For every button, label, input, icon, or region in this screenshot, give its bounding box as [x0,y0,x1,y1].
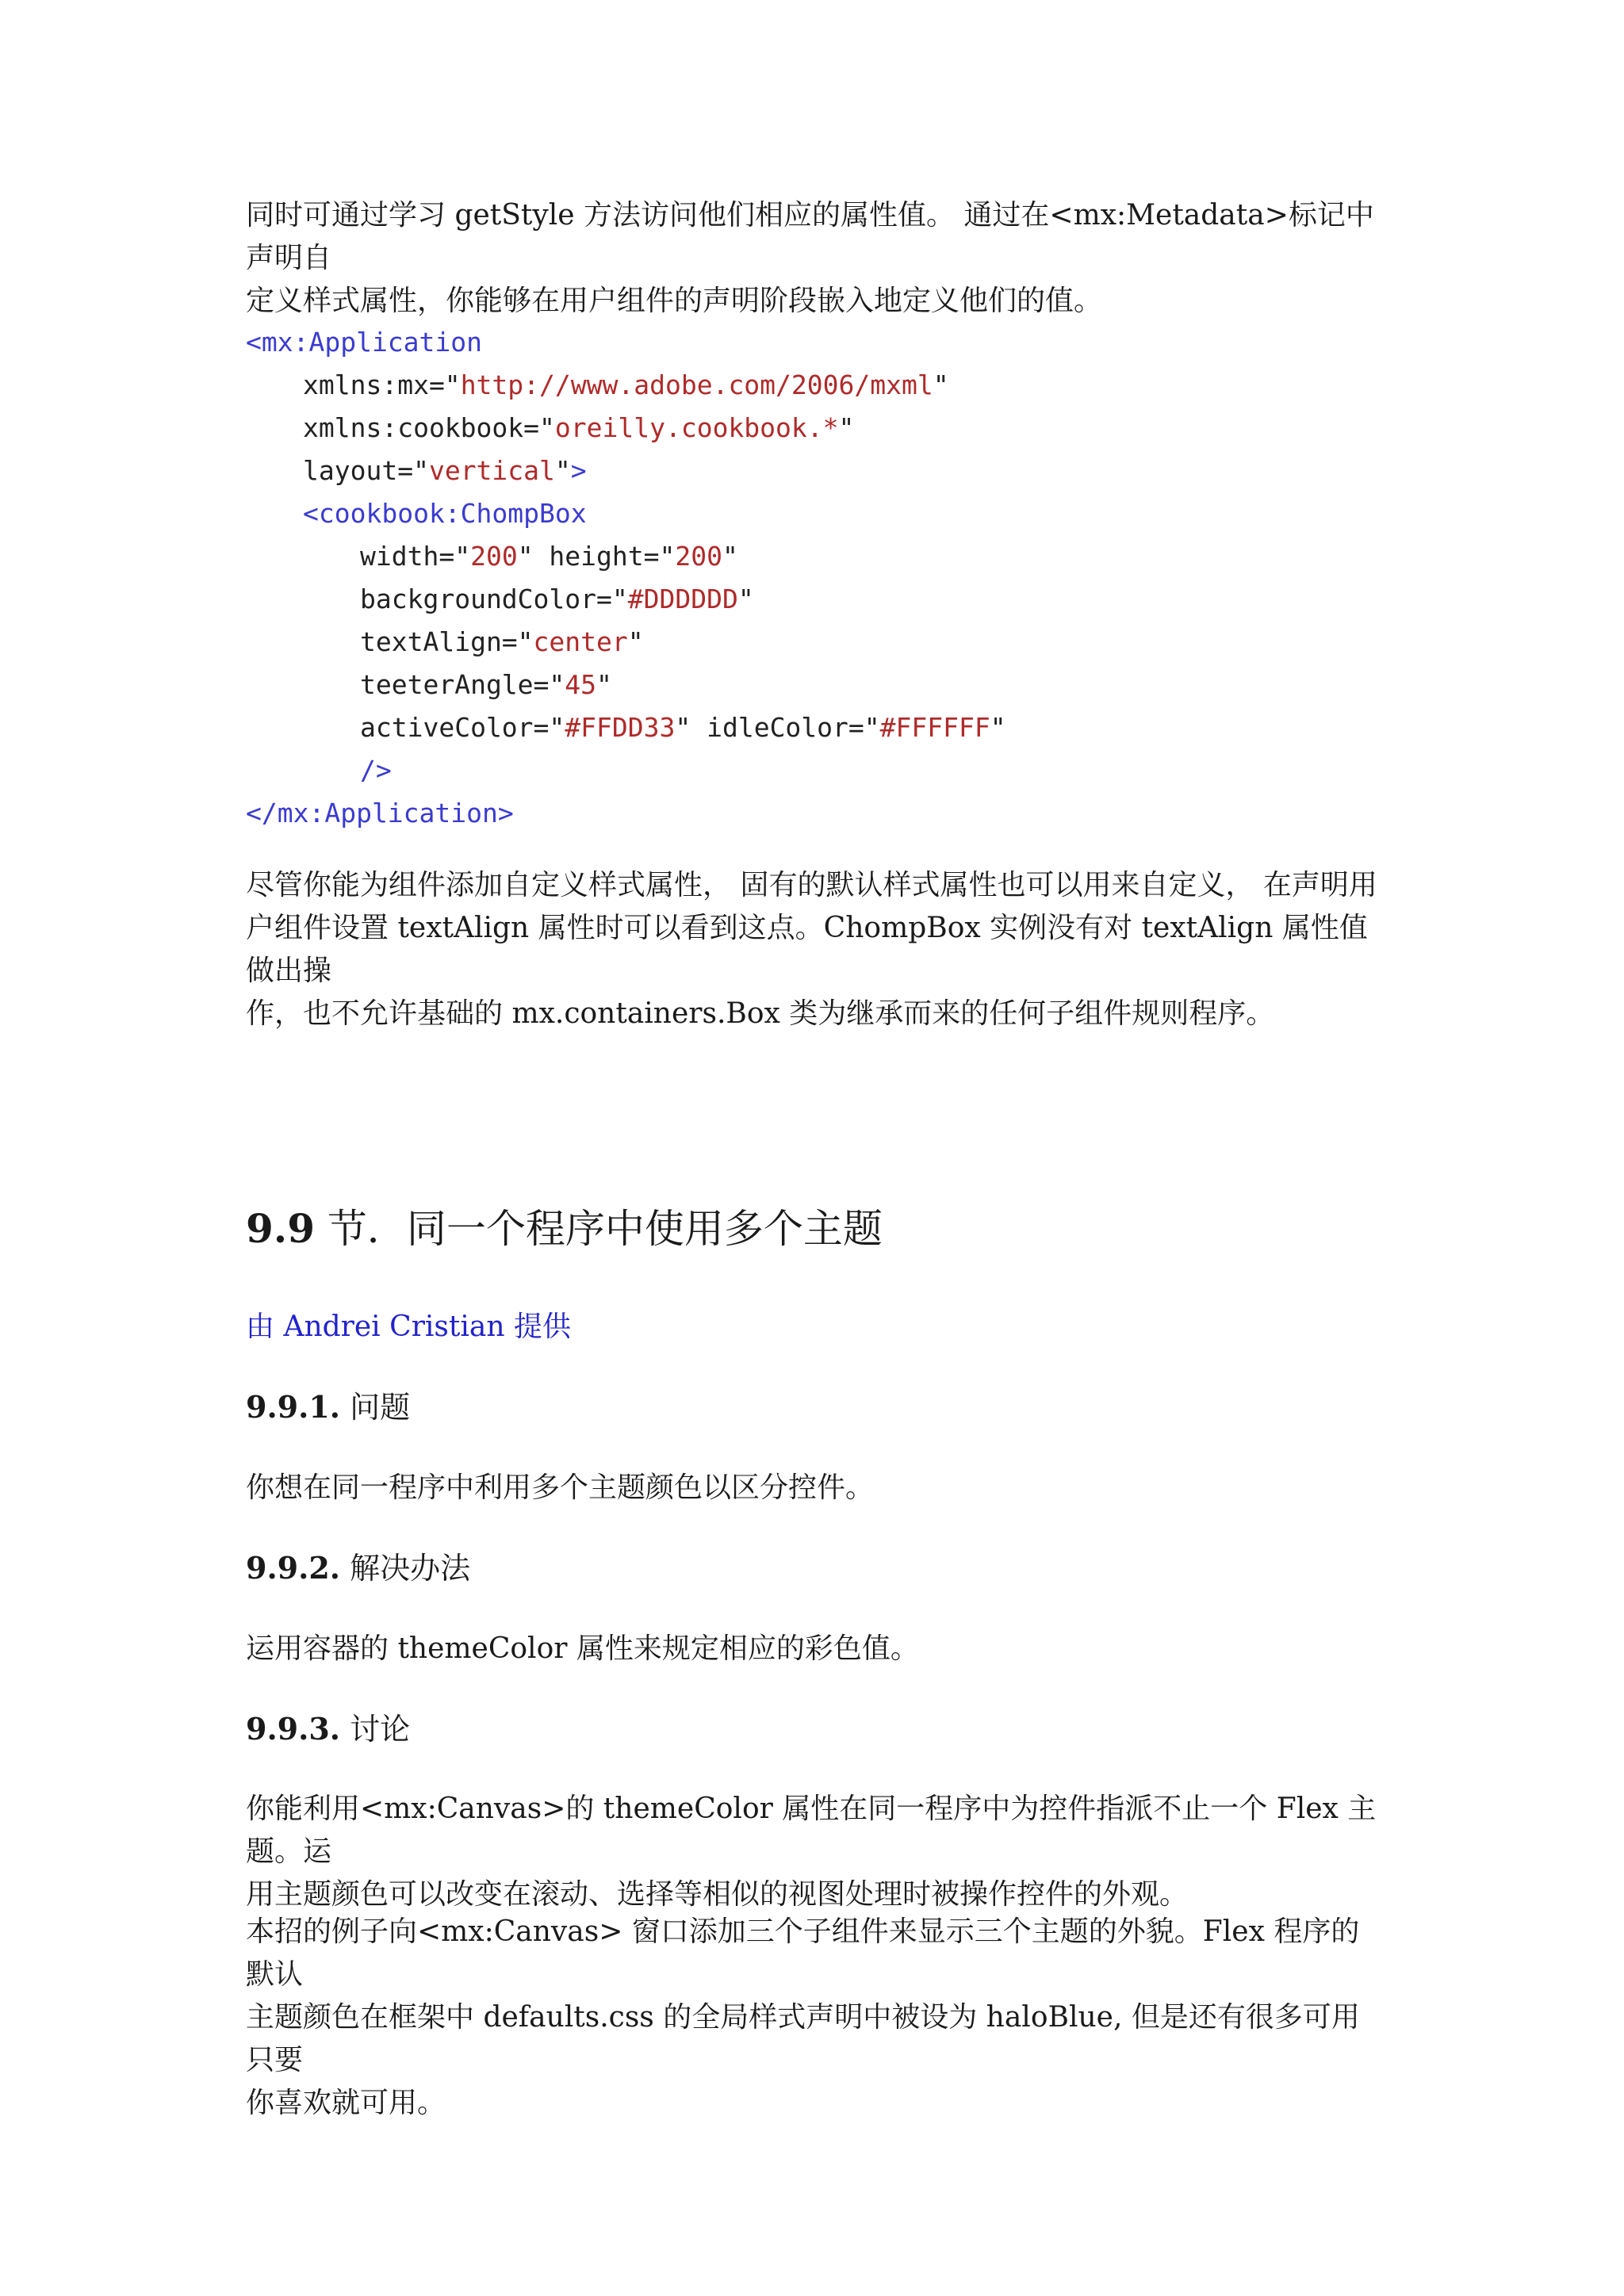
discussion-p2-line-3: 你喜欢就可用。 [246,2087,446,2119]
code-line-4 [246,450,1006,492]
solution-title: 解决办法 [340,1551,471,1586]
code-quote: " [627,626,644,657]
code-tag: /> [360,755,392,786]
code-line-3 [246,407,1006,450]
code-value: http://www.adobe.com/2006/mxml [460,369,933,400]
after-code-line-3: 作，也不允许基础的 mx.containers.Box 类为继承而来的任何子组件规则程序。 [246,997,1275,1030]
code-attr: " idleColor=" [675,712,880,743]
discussion-title: 讨论 [340,1712,411,1747]
code-value: oreilly.cookbook.* [554,412,839,443]
code-line-7 [246,578,1006,621]
code-quote: " [990,712,1006,743]
code-quote: " [838,412,855,443]
section-number: 9.9 [246,1205,315,1252]
code-line-6 [246,535,1006,578]
code-line-12 [246,792,1006,835]
after-code-line-2: 户组件设置 textAlign 属性时可以看到这点。ChompBox 实例没有对 textAlign 属性值做出操 [246,912,1368,987]
code-value: #FFDD33 [565,712,676,743]
code-value: #DDDDDD [627,584,738,614]
code-attr: activeColor=" [360,712,565,743]
code-value: #FFFFFF [879,712,990,743]
code-tag: <cookbook:ChompBox [303,498,587,529]
solution-heading [246,1546,470,1590]
solution-number: 9.9.2. [246,1550,341,1586]
code-value: 200 [675,541,722,572]
author-line [246,1306,571,1349]
discussion-p2-line-2: 主题颜色在框架中 defaults.css 的全局样式声明中被设为 haloBlue, 但是还有很多可用只要 [246,2001,1360,2076]
discussion-p1-line-1: 你能利用<mx:Canvas>的 themeColor 属性在同一程序中为控件指派不止一个 Flex 主题。运 [246,1793,1377,1868]
solution-section [246,1546,470,1590]
section-heading [246,1201,883,1257]
code-attr: backgroundColor=" [360,584,628,614]
code-attr: layout=" [303,455,429,486]
discussion-section [246,1707,410,1751]
code-attr: width=" [360,541,471,572]
code-attr: xmlns:cookbook=" [303,412,555,443]
code-line-10 [246,706,1006,749]
problem-number: 9.9.1. [246,1389,341,1425]
code-tag: </mx:Application> [246,798,514,828]
discussion-p1-line-2: 用主题颜色可以改变在滚动、选择等相似的视图处理时被操作控件的外观。 [246,1878,1189,1911]
problem-heading [246,1385,410,1429]
solution-body [246,1628,919,1670]
code-quote: " [596,669,612,700]
discussion-heading [246,1707,410,1751]
solution-text: 运用容器的 themeColor 属性来规定相应的彩色值。 [246,1632,919,1665]
intro-paragraph [246,194,1388,323]
intro-line-1: 同时可通过学习 getStyle 方法访问他们相应的属性值。 通过在<mx:Metadata>标记中声明自 [246,199,1374,274]
section-title-text: 节．同一个程序中使用多个主题 [315,1206,883,1252]
code-line-2 [246,364,1006,407]
code-quote: " [722,541,738,572]
code-value: 45 [565,669,597,700]
code-attr: teeterAngle=" [360,669,565,700]
code-line-5 [246,492,1006,535]
code-quote: " [737,584,754,614]
code-block [246,321,1006,835]
code-line-9 [246,664,1006,706]
code-attr: " height=" [517,541,676,572]
discussion-p2-line-1: 本招的例子向<mx:Canvas> 窗口添加三个子组件来显示三个主题的外貌。Flex 程序的默认 [246,1915,1360,1991]
problem-title: 问题 [340,1390,411,1425]
after-code-line-1: 尽管你能为组件添加自定义样式属性， 固有的默认样式属性也可以用来自定义， 在声明用 [246,869,1377,901]
code-value: center [533,626,628,657]
code-tag: <mx:Application [246,327,483,358]
code-value: vertical [428,455,555,486]
author-credit: 由 Andrei Cristian 提供 [246,1311,571,1343]
discussion-number: 9.9.3. [246,1711,341,1747]
after-code-paragraph [246,864,1388,1035]
code-tag-close: > [570,455,587,486]
code-line-11 [246,749,1006,792]
code-attr: xmlns:mx=" [303,369,461,400]
code-value: 200 [470,541,518,572]
section-title [246,1201,883,1257]
problem-section [246,1385,410,1429]
code-line-1 [246,321,1006,364]
code-quote: " [554,455,571,486]
problem-text: 你想在同一程序中利用多个主题颜色以区分控件。 [246,1471,875,1504]
discussion-paragraph-1 [246,1788,1388,1916]
intro-line-2: 定义样式属性，你能够在用户组件的声明阶段嵌入地定义他们的值。 [246,285,1103,317]
discussion-paragraph-2 [246,1911,1388,2125]
code-quote: " [933,369,949,400]
problem-body [246,1467,874,1510]
code-attr: textAlign=" [360,626,534,657]
code-line-8 [246,621,1006,664]
